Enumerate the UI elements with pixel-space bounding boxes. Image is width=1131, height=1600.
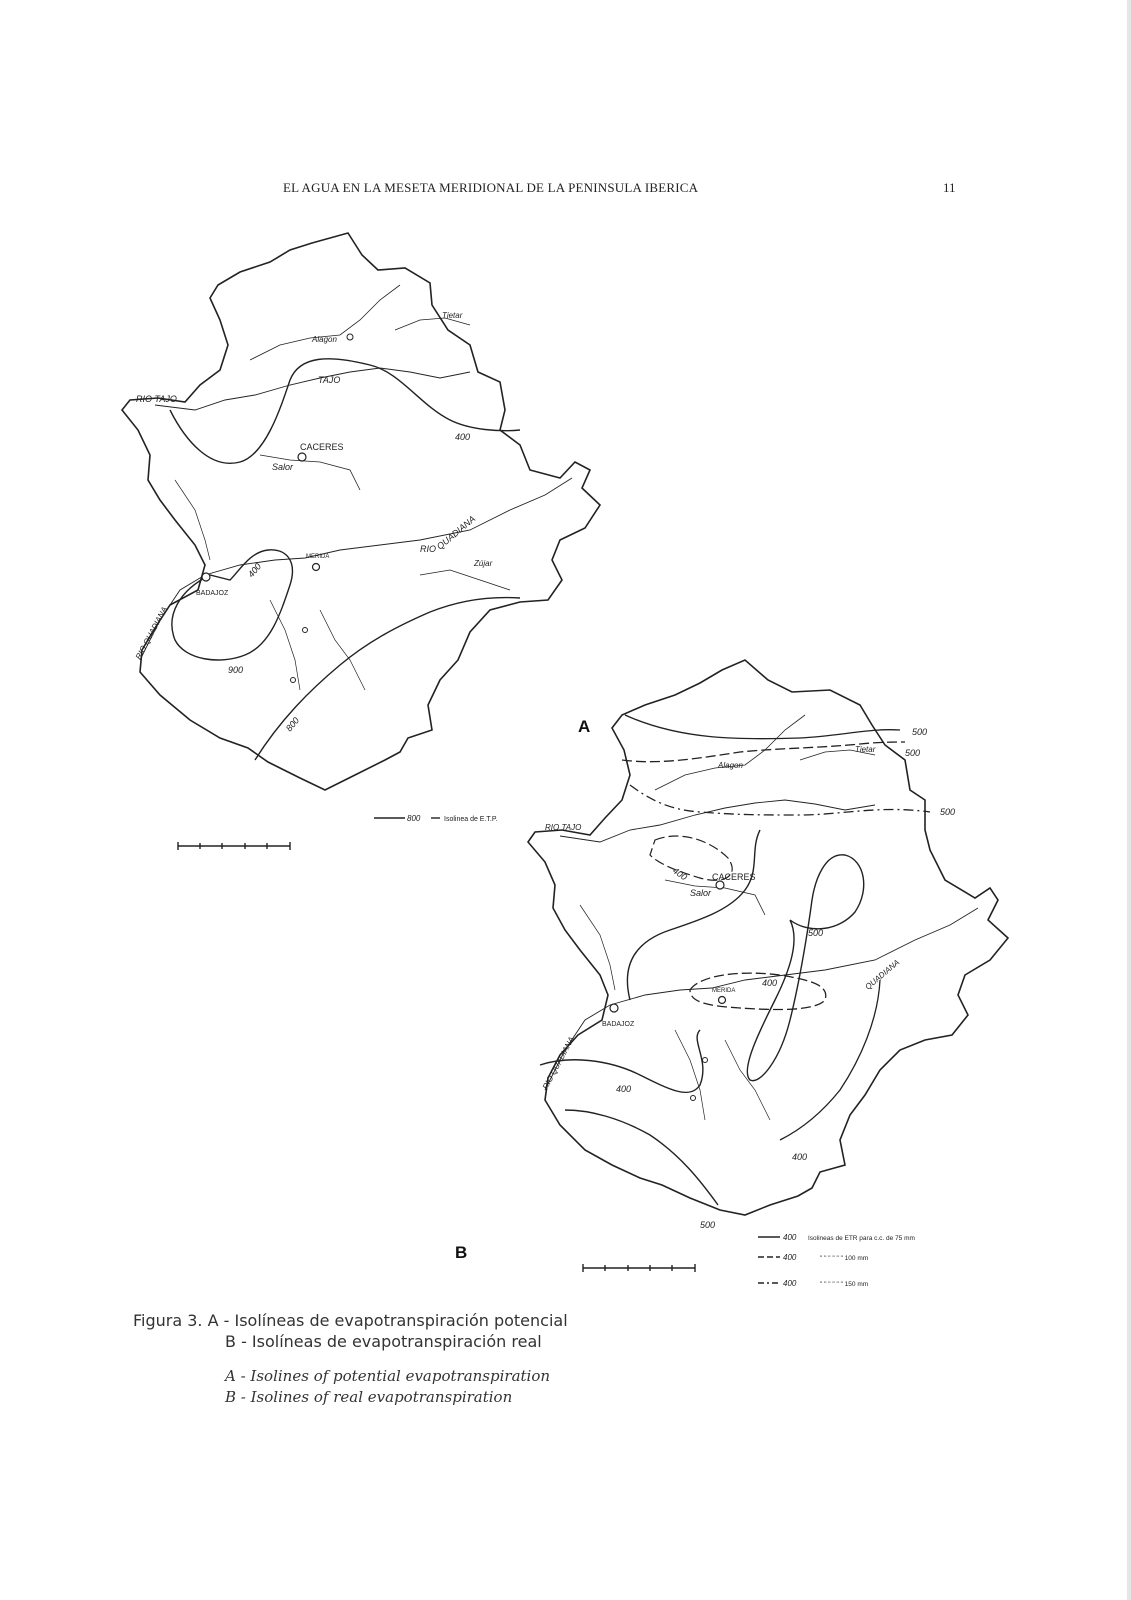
map-a-rio-quadiana-label: RIO QUADIANA bbox=[133, 605, 170, 661]
map-a-river-gevora bbox=[175, 480, 210, 560]
caption-line-3: A - Isolines of potential evapotranspiration bbox=[225, 1367, 551, 1385]
map-b-caceres-label: CACERES bbox=[712, 872, 756, 882]
map-a-isoline-label-2: 400 bbox=[245, 561, 264, 580]
map-a-river-alagon bbox=[250, 285, 400, 360]
map-a-isoline-north bbox=[170, 359, 520, 464]
map-b-legend-value-2: 400 bbox=[783, 1253, 797, 1262]
map-b-legend-text-3: " " " " " " 150 mm bbox=[820, 1281, 869, 1288]
map-b-river-gevora bbox=[580, 905, 615, 990]
map-b-rio-tajo-label: RIO TAJO bbox=[545, 823, 582, 832]
map-a-river-salor bbox=[260, 455, 360, 490]
map-a-isoline-label-4: 800 bbox=[283, 715, 302, 734]
map-b-caceres-marker bbox=[716, 881, 724, 889]
caption-line-2: B - Isolíneas de evapotranspiración real bbox=[225, 1332, 542, 1351]
map-b-merida-marker bbox=[719, 997, 726, 1004]
map-b-tietar-label: Tietar bbox=[855, 745, 876, 754]
page-number: 11 bbox=[943, 180, 956, 195]
map-a-river-tajo bbox=[155, 368, 470, 410]
map-b-isoline-label-9: 500 bbox=[700, 1220, 716, 1230]
map-b-isoline-label-2: 500 bbox=[905, 748, 921, 758]
map-b-panel-letter: B bbox=[455, 1243, 468, 1262]
map-a-river-guadiana bbox=[140, 478, 572, 660]
map-b-isoline-label-5: 500 bbox=[808, 928, 824, 938]
map-b-badajoz-marker bbox=[610, 1004, 618, 1012]
map-a-legend-value: 800 bbox=[407, 814, 421, 823]
map-b-river-tajo bbox=[560, 800, 875, 842]
caption-gap bbox=[133, 1352, 568, 1366]
map-a-tajo-label: TAJO bbox=[318, 375, 341, 385]
map-b-river-alagon bbox=[655, 715, 805, 790]
map-b-quadiana-label: QUADIANA bbox=[863, 957, 902, 992]
figure-caption bbox=[133, 1310, 568, 1408]
map-b-almendralejo-marker bbox=[703, 1058, 708, 1063]
map-b-river-guadiana bbox=[545, 908, 978, 1090]
map-b-legend-value-1: 400 bbox=[783, 1233, 797, 1242]
map-b-isoline-label-3: 500 bbox=[940, 807, 956, 817]
map-a-legend-text: Isolinea de E.T.P. bbox=[444, 816, 498, 823]
map-b-rio-quadiana-label: RIO QUADIANA bbox=[540, 1035, 577, 1091]
map-b-isoline-middle bbox=[630, 785, 930, 815]
map-a-panel-letter: A bbox=[578, 717, 591, 736]
map-a-badajoz-label: BADAJOZ bbox=[196, 590, 229, 597]
running-title: EL AGUA EN LA MESETA MERIDIONAL DE LA PENINSULA IBERICA bbox=[283, 180, 699, 195]
map-a-caceres-marker bbox=[298, 453, 306, 461]
map-a-outline bbox=[122, 233, 600, 790]
map-b-isoline-bottom bbox=[565, 1110, 718, 1205]
map-a-merida-marker bbox=[313, 564, 320, 571]
map-b bbox=[528, 660, 1008, 1283]
map-a-rio-label: RIO bbox=[420, 544, 437, 554]
map-a-river-ardila bbox=[270, 600, 300, 690]
map-a-almendralejo-marker bbox=[303, 628, 308, 633]
map-a-rio-tajo-label: RIO TAJO bbox=[136, 394, 177, 404]
caption-line-4: B - Isolines of real evapotranspiration bbox=[225, 1388, 513, 1406]
map-b-isoline-label-6: 400 bbox=[762, 978, 778, 988]
map-a-isoline-label-1: 400 bbox=[455, 432, 471, 442]
map-b-isoline-east-loop bbox=[747, 855, 863, 1081]
map-a-plasencia-marker bbox=[347, 334, 353, 340]
map-b-isoline-top bbox=[625, 715, 900, 739]
map-b-isoline-label-1: 500 bbox=[912, 727, 928, 737]
map-b-outline bbox=[528, 660, 1008, 1215]
map-b-isoline-label-4: 400 bbox=[670, 865, 689, 883]
map-b-isoline-east-bottom bbox=[780, 980, 880, 1140]
map-a-isoline-loop bbox=[172, 550, 293, 660]
map-b-scale-bar bbox=[583, 1264, 695, 1272]
map-a-alagon-label: Alagon bbox=[312, 335, 337, 344]
map-a bbox=[122, 233, 600, 850]
map-b-river-salor bbox=[665, 880, 765, 915]
map-a-quadiana-label: QUADIANA bbox=[434, 513, 478, 552]
map-a-river-matachel bbox=[320, 610, 365, 690]
map-b-isoline-west bbox=[627, 830, 760, 1000]
map-b-river-ardila bbox=[675, 1030, 705, 1120]
map-a-merida-label: MERIDA bbox=[306, 554, 330, 560]
map-b-merida-label: MERIDA bbox=[712, 988, 736, 994]
map-b-river-matachel bbox=[725, 1040, 770, 1120]
map-b-zafra-marker bbox=[691, 1096, 696, 1101]
map-b-badajoz-label: BADAJOZ bbox=[602, 1021, 635, 1028]
map-a-isoline-label-3: 900 bbox=[228, 665, 244, 675]
caption-line-1: Figura 3. A - Isolíneas de evapotranspiración potencial bbox=[133, 1311, 568, 1330]
map-a-tietar-label: Tietar bbox=[442, 311, 463, 320]
map-a-river-zujar bbox=[420, 570, 510, 590]
map-b-legend-text-2: " " " " " " 100 mm bbox=[820, 1255, 869, 1262]
map-b-isoline-label-7: 400 bbox=[616, 1084, 632, 1094]
map-a-zujar-label: Zújar bbox=[474, 559, 493, 568]
map-a-salor-label: Salor bbox=[272, 462, 294, 472]
map-b-salor-label: Salor bbox=[690, 888, 712, 898]
map-a-caceres-label: CACERES bbox=[300, 442, 344, 452]
map-b-legend-value-3: 400 bbox=[783, 1279, 797, 1288]
map-b-legend-text-1: Isolineas de ETR para c.c. de 75 mm bbox=[808, 1235, 915, 1242]
map-b-alagon-label: Alagon bbox=[718, 761, 743, 770]
map-a-badajoz-marker bbox=[202, 573, 210, 581]
map-a-scale-bar bbox=[178, 842, 290, 850]
map-b-isoline-label-8: 400 bbox=[792, 1152, 808, 1162]
map-a-zafra-marker bbox=[291, 678, 296, 683]
